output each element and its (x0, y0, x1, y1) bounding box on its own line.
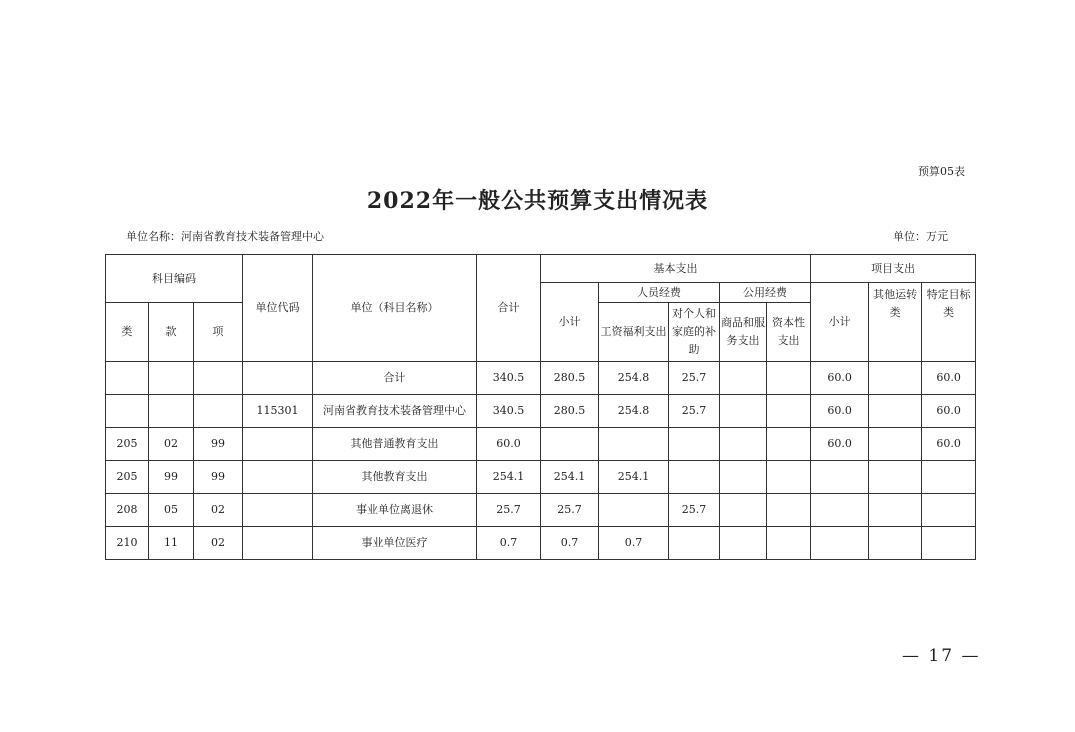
currency-unit-label: 单位：万元 (893, 230, 948, 243)
cell-wages: 254.1 (599, 461, 669, 494)
cell-other-op (869, 428, 922, 461)
header-unit-subject-name: 单位（科目名称） (313, 255, 477, 362)
header-subject-code: 科目编码 (106, 255, 243, 303)
cell-name: 其他普通教育支出 (313, 428, 477, 461)
cell-name: 合计 (313, 362, 477, 395)
cell-wages (599, 428, 669, 461)
cell-class (106, 395, 149, 428)
cell-project-subtotal (811, 494, 869, 527)
cell-goods (720, 527, 767, 560)
cell-section: 99 (149, 461, 194, 494)
cell-capital (767, 362, 811, 395)
cell-wages: 254.8 (599, 395, 669, 428)
cell-name: 其他教育支出 (313, 461, 477, 494)
cell-capital (767, 461, 811, 494)
header-public-funds: 公用经费 (720, 283, 811, 303)
cell-specific (922, 527, 976, 560)
cell-individual (669, 428, 720, 461)
cell-goods (720, 362, 767, 395)
cell-other-op (869, 527, 922, 560)
cell-project-subtotal: 60.0 (811, 428, 869, 461)
cell-other-op (869, 494, 922, 527)
cell-capital (767, 395, 811, 428)
header-other-operation: 其他运转类 (869, 283, 922, 362)
cell-individual: 25.7 (669, 362, 720, 395)
cell-item: 99 (194, 461, 243, 494)
cell-class: 208 (106, 494, 149, 527)
cell-section: 05 (149, 494, 194, 527)
cell-name: 河南省教育技术装备管理中心 (313, 395, 477, 428)
cell-item (194, 362, 243, 395)
cell-item: 02 (194, 494, 243, 527)
cell-wages: 0.7 (599, 527, 669, 560)
cell-specific: 60.0 (922, 395, 976, 428)
cell-section (149, 362, 194, 395)
page-title: 2022年一般公共预算支出情况表 (366, 188, 709, 214)
cell-other-op (869, 461, 922, 494)
cell-section (149, 395, 194, 428)
cell-specific: 60.0 (922, 362, 976, 395)
header-project-expenditure: 项目支出 (811, 255, 976, 283)
table-row (106, 494, 976, 527)
cell-other-op (869, 395, 922, 428)
header-class: 类 (106, 303, 149, 362)
cell-specific (922, 494, 976, 527)
table-row (106, 428, 976, 461)
header-unit-code: 单位代码 (243, 255, 313, 362)
cell-class (106, 362, 149, 395)
cell-goods (720, 395, 767, 428)
cell-basic-subtotal (541, 428, 599, 461)
cell-project-subtotal (811, 461, 869, 494)
table-row (106, 362, 976, 395)
cell-project-subtotal (811, 527, 869, 560)
cell-total: 60.0 (477, 428, 541, 461)
cell-project-subtotal: 60.0 (811, 362, 869, 395)
cell-other-op (869, 362, 922, 395)
cell-name: 事业单位离退休 (313, 494, 477, 527)
cell-item: 02 (194, 527, 243, 560)
cell-wages: 254.8 (599, 362, 669, 395)
cell-capital (767, 527, 811, 560)
cell-basic-subtotal: 0.7 (541, 527, 599, 560)
cell-class: 210 (106, 527, 149, 560)
cell-unit-code: 115301 (243, 395, 313, 428)
header-specific-target: 特定目标类 (922, 283, 976, 362)
cell-basic-subtotal: 280.5 (541, 395, 599, 428)
header-personnel-funds: 人员经费 (599, 283, 720, 303)
header-section: 款 (149, 303, 194, 362)
page-number: — 17 — (902, 646, 981, 666)
cell-total: 25.7 (477, 494, 541, 527)
cell-individual: 25.7 (669, 494, 720, 527)
unit-name-label: 单位名称：河南省教育技术装备管理中心 (126, 230, 324, 243)
cell-total: 0.7 (477, 527, 541, 560)
cell-basic-subtotal: 280.5 (541, 362, 599, 395)
cell-item (194, 395, 243, 428)
cell-basic-subtotal: 254.1 (541, 461, 599, 494)
cell-unit-code (243, 362, 313, 395)
cell-section: 02 (149, 428, 194, 461)
header-capital: 资本性支出 (767, 303, 811, 362)
cell-class: 205 (106, 461, 149, 494)
cell-total: 340.5 (477, 395, 541, 428)
cell-total: 340.5 (477, 362, 541, 395)
header-total: 合计 (477, 255, 541, 362)
header-individual-household: 对个人和家庭的补助 (669, 303, 720, 362)
table-row (106, 527, 976, 560)
cell-unit-code (243, 428, 313, 461)
cell-item: 99 (194, 428, 243, 461)
cell-goods (720, 461, 767, 494)
header-wages-welfare: 工资福利支出 (599, 303, 669, 362)
cell-class: 205 (106, 428, 149, 461)
cell-section: 11 (149, 527, 194, 560)
header-goods-services: 商品和服务支出 (720, 303, 767, 362)
cell-total: 254.1 (477, 461, 541, 494)
table-body (106, 362, 976, 560)
cell-specific (922, 461, 976, 494)
budget-table (105, 254, 976, 560)
header-item: 项 (194, 303, 243, 362)
cell-individual (669, 461, 720, 494)
cell-unit-code (243, 527, 313, 560)
header-project-subtotal: 小计 (811, 283, 869, 362)
cell-project-subtotal: 60.0 (811, 395, 869, 428)
form-number: 预算05表 (918, 165, 965, 178)
cell-name: 事业单位医疗 (313, 527, 477, 560)
cell-unit-code (243, 494, 313, 527)
header-basic-subtotal: 小计 (541, 283, 599, 362)
cell-unit-code (243, 461, 313, 494)
table-row (106, 395, 976, 428)
cell-capital (767, 428, 811, 461)
table-row (106, 461, 976, 494)
header-basic-expenditure: 基本支出 (541, 255, 811, 283)
cell-goods (720, 494, 767, 527)
cell-specific: 60.0 (922, 428, 976, 461)
cell-basic-subtotal: 25.7 (541, 494, 599, 527)
cell-goods (720, 428, 767, 461)
cell-individual (669, 527, 720, 560)
cell-individual: 25.7 (669, 395, 720, 428)
cell-wages (599, 494, 669, 527)
cell-capital (767, 494, 811, 527)
